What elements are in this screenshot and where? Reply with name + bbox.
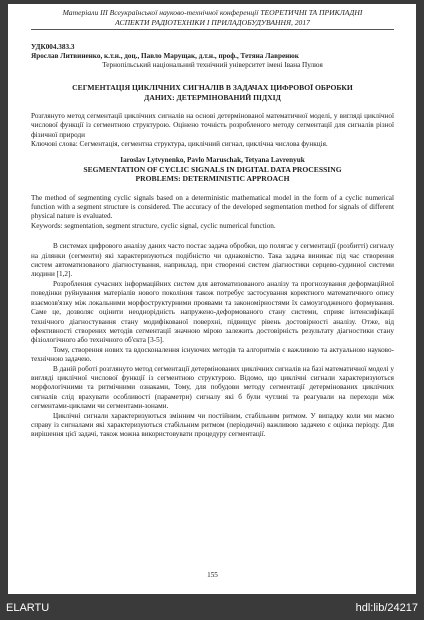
running-header-line-2: АСПЕКТИ РАДІОТЕХНІКИ І ПРИЛАДОБУДУВАННЯ, 2017 (115, 17, 310, 27)
authors-en: Iaroslav Lytvynenko, Pavlo Maruschak, Tetyana Lavrenyuk (120, 155, 305, 164)
udk-code: УДК004.383.3 (31, 43, 75, 51)
body-paragraph: Циклічні сигнали характеризуються змінним чи постійним, стабільним ритмом. У випадку коли ми маємо справу із сигналами які характеризуються стабільним ритмом (періодичні) важливою задачею є оцінка періоду. Для вирішення цієї задачі, також можна використовувати процедуру сегментації. (31, 411, 394, 439)
body-paragraph: Тому, створення нових та вдосконалення існуючих методів та алгоритмів є важливою та актуальною науково-технічною задачею. (31, 345, 394, 364)
page-content (31, 8, 394, 579)
body-paragraph: В системах цифрового аналізу даних часто постає задача обробки, що полягає у сегментації (розбитті) сигналу на ділянки (сегменти) які характеризуються подібністю чи однаковістю. Така задача виникає під час створення систем автоматизованого діагностування, наприклад, при створенні систем діагностики серцево-судинної системи людини [1,2]. (31, 242, 394, 279)
title-en-line-2: PROBLEMS: DETERMINISTIC APPROACH (135, 174, 290, 184)
title-ua (31, 83, 394, 102)
authors-ua: Ярослав Литвиненко, к.т.н., доц., Павло Марущак, д.т.н., проф., Тетяна Лавренюк (31, 52, 299, 60)
title-ua-line-2: ДАНИХ: ДЕТЕРМІНОВАНИЙ ПІДХІД (144, 92, 281, 102)
abstract-en: The method of segmenting cyclic signals based on a deterministic mathematical model in the form of a cyclic numerical function with a segment structure is considered. The accuracy of the developed segmentation method for signals of different physical nature is evaluated. (31, 193, 394, 221)
handle-label: hdl:lib/24217 (355, 602, 418, 614)
title-ua-line-1: СЕГМЕНТАЦІЯ ЦИКЛІЧНИХ СИГНАЛІВ В ЗАДАЧАХ ЦИФРОВОЇ ОБРОБКИ (72, 83, 353, 92)
header-divider (31, 29, 394, 30)
paper-page (8, 4, 416, 594)
body-text (31, 242, 394, 440)
running-header-line-1: Матеріали ІІІ Всеукраїнської науково-технічної конференції ТЕОРЕТИЧНІ ТА ПРИКЛАДНІ (62, 8, 363, 17)
running-header (31, 8, 394, 27)
body-paragraph: Розроблення сучасних інформаційних систем для автоматизованого аналізу та прогнозування деформаційної поведінки руйнування матеріалів нового покоління також потребує застосування коректного математичного опису взаємозв'язку між локальними морфоструктурними проявами та закономірностями їх самоузгодженого формування. Саме це, дозволяє оцінити неоднорідність напружено-деформованого стану системи, сприяє інтенсифікації технічного діагностування стану модифікованої поверхні, підвищує рівень достовірності аналізу. Отже, від ефективності створених методів сегментації значною мірою залежить достовірність результату діагностики стану фізіологічного або технічного об'єкта [3-5]. (31, 279, 394, 345)
page-number: 155 (207, 571, 218, 579)
affiliation: Тернопільський національний технічний університет імені Івана Пулюя (102, 61, 323, 69)
body-paragraph: В даній роботі розглянуто метод сегментації детермінованих циклічних сигналів на базі математичної моделі у вигляді циклічної числової функції із сегментною структурою. Відомо, що циклічні сигнали характеризуються морфологічними та ритмічними ознаками, Тому, для побудови методу сегментації детермінованих циклічних сигналів слід врахувати особливості (параметри) сигналу які б були чутливі та реагували на переходи між сегментами-циклами чи сегментами-зонами. (31, 364, 394, 411)
keywords-en: Keywords: segmentation, segment structure, cyclic signal, cyclic numerical function. (31, 221, 276, 230)
abstract-ua: Розглянуто метод сегментації циклічних сигналів на основі детермінованої математичної моделі, у вигляді циклічної числової функції із сегментною структурою. Оцінено точність розробленого методу сегментації для сигналів різної фізичної природи (31, 112, 394, 139)
title-en-line-1: SEGMENTATION OF CYCLIC SIGNALS IN DIGITAL DATA PROCESSING (83, 164, 342, 174)
repository-label: ELARTU (6, 602, 50, 614)
keywords-ua: Ключові слова: Сегментація, сегментна структура, циклічний сигнал, циклічна числова функція. (31, 140, 328, 149)
title-en (31, 165, 394, 184)
